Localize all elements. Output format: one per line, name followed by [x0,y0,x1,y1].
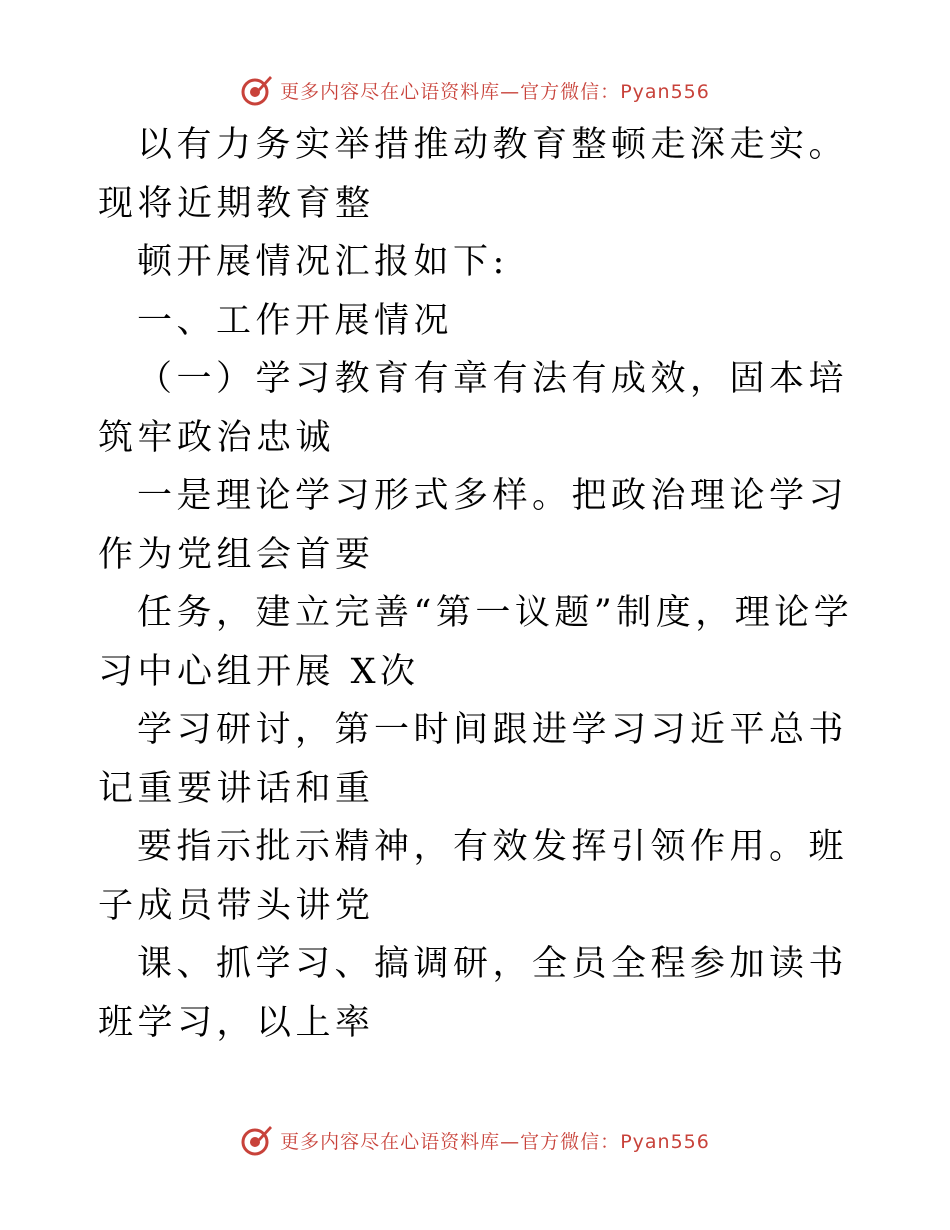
watermark-wechat-id: Pyan556 [620,1130,710,1153]
watermark-text [280,77,710,104]
pen-logo-icon [240,73,274,107]
document-body [98,116,858,1052]
header-watermark [0,70,950,110]
watermark-brand: 更多内容尽在心语资料库 [280,80,501,103]
watermark-text [280,1127,710,1154]
paragraph: 课、抓学习、搞调研，全员全程参加读书班学习，以上率 [98,944,849,1043]
watermark-separator: — [500,80,521,103]
watermark-separator: — [500,1130,521,1153]
footer-watermark [0,1120,950,1160]
section-heading: 一、工作开展情况 [137,300,454,341]
watermark-wechat-id: Pyan556 [620,80,710,103]
pen-logo-icon [240,1123,274,1157]
watermark-brand: 更多内容尽在心语资料库 [280,1130,501,1153]
paragraph: 任务，建立完善“第一议题”制度，理论学习中心组开展 X次 [98,593,854,692]
subsection-heading: （一）学习教育有章有法有成效，固本培筑牢政治忠诚 [98,359,849,458]
paragraph: 顿开展情况汇报如下: [137,242,509,282]
watermark-wechat-label: 官方微信： [520,80,621,103]
paragraph: 一是理论学习形式多样。把政治理论学习作为党组会首要 [98,476,849,575]
watermark-wechat-label: 官方微信： [520,1130,621,1153]
paragraph: 要指示批示精神，有效发挥引领作用。班子成员带头讲党 [98,827,849,926]
paragraph: 以有力务实举措推动教育整顿走深走实。现将近期教育整 [98,125,849,224]
paragraph: 学习研讨，第一时间跟进学习习近平总书记重要讲话和重 [98,710,849,809]
